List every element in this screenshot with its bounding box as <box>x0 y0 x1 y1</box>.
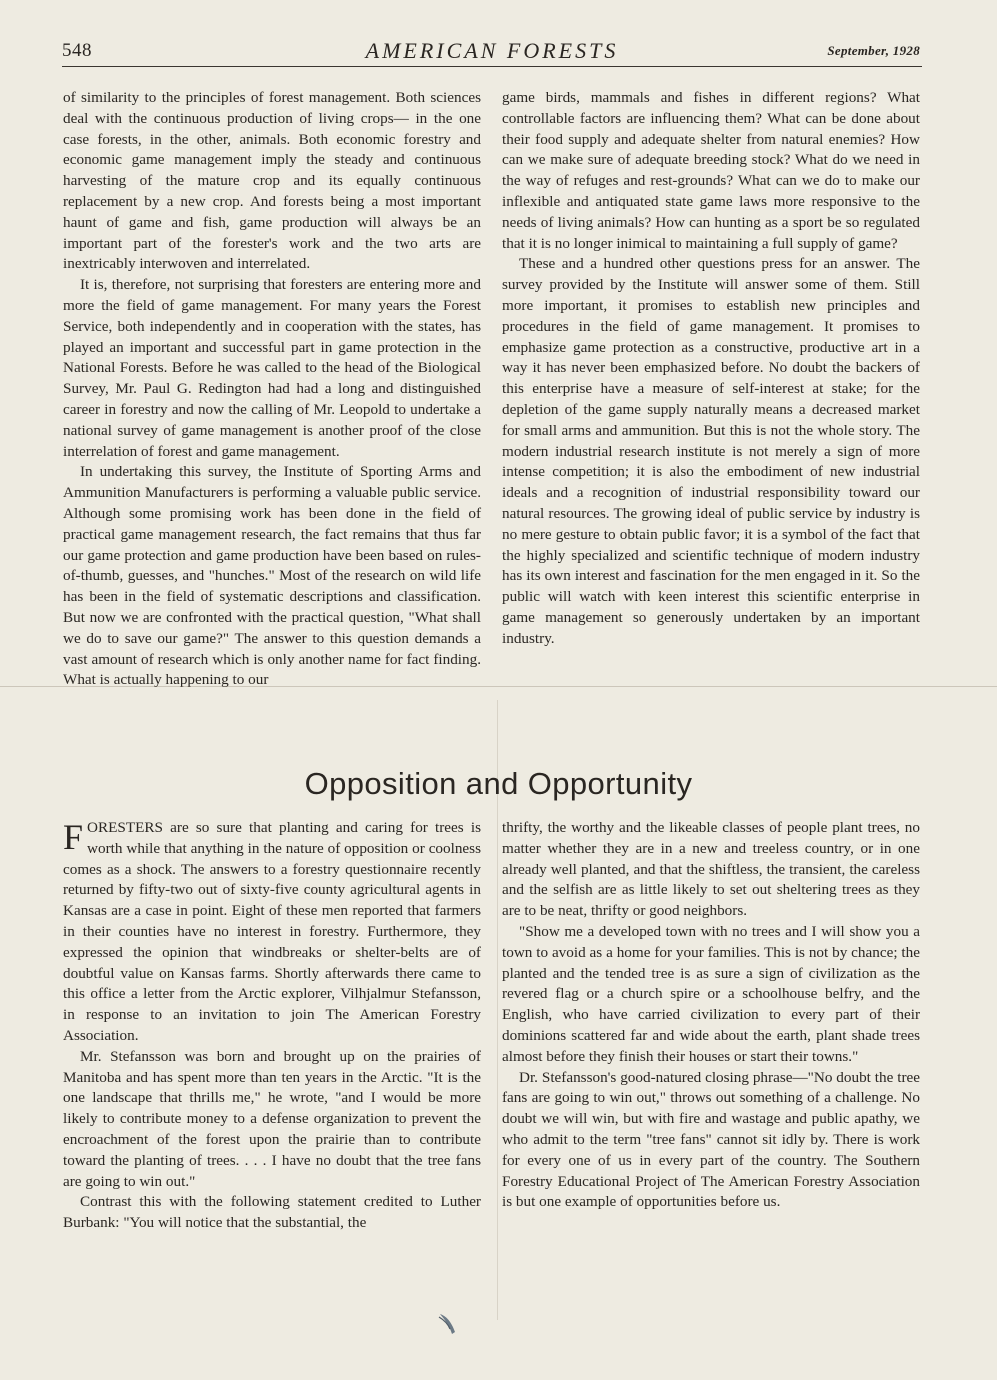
paragraph: game birds, mammals and fishes in different regions? What controllable factors are influencing them? What can be done about their food supply and adequate shelter from natural enemies? How can we make sure of adequate breeding stock? What do we need in the way of refuges and rest-grounds? What can we do to make our inflexible and antiquated state game laws more responsive to the needs of living animals? How can hunting as a sport be so regulated that it is no longer inimical to maintaining a full supply of game? <box>502 89 920 252</box>
paragraph: thrifty, the worthy and the likeable classes of people plant trees, no matter whether they are in a new and treeless country, or in one already well planted, and that the shiftless, the transient, the careless and the selfish are as little likely to set out sheltering trees as they are to be neat, thrifty or good neighbors. <box>502 819 920 920</box>
page-number: 548 <box>62 40 92 61</box>
article2-right-column <box>502 818 920 1213</box>
article1-left-column <box>63 88 481 691</box>
lead-paragraph <box>63 818 481 1047</box>
paragraph: of similarity to the principles of forest management. Both sciences deal with the continuous production of living crops— in the one case forests, in the other, animals. Both economic forestry and economic game management imply the steady and continuous harvesting of the mature crop and its equally continuous replacement by a new crop. And forests being a most important haunt of game and fish, game production will always be an important part of the forester's work and the two arts are inextricably interwoven and interrelated. <box>63 89 481 273</box>
paragraph: "Show me a developed town with no trees and I will show you a town to avoid as a home for your families. This is not by chance; the planted and the tended tree is as sure a sign of civilization as the revered flag or a church spire or a schoolhouse belfry, and the English, who have carried civilization to every part of their dominions scattered far and wide about the earth, plant shade trees almost before they finish their houses or start their towns." <box>502 922 920 1065</box>
article-title: Opposition and Opportunity <box>304 766 693 801</box>
masthead: AMERICAN FORESTS <box>365 38 619 63</box>
article2-left-column <box>63 818 481 1234</box>
paragraph: Dr. Stefansson's good-natured closing phrase—"No doubt the tree fans are going to win out," throws out something of a challenge. No doubt we will win, but with fire and wastage and public apathy, we who admit to the term "tree fans" cannot sit idly by. There is work for every one of us in every part of the country. The Southern Forestry Educational Project of The American Forestry Association is but one example of opportunities before us. <box>502 1068 920 1211</box>
paragraph: Contrast this with the following statement credited to Luther Burbank: "You will notice that the substantial, the <box>63 1193 481 1232</box>
paragraph: Mr. Stefansson was born and brought up on the prairies of Manitoba and has spent more than ten years in the Arctic. "It is the one landscape that thrills me," he wrote, "and I would be more likely to contribute money to a defense organization to prevent the encroachment of the forest upon the prairie than to contribute toward the planting of trees. . . . I have no doubt that the tree fans are going to win out." <box>63 1047 481 1190</box>
article1-right-column <box>502 88 920 650</box>
lead-paragraph-text: ORESTERS are so sure that planting and caring for trees is worth while that anything in the nature of opposition or coolness comes as a shock. The answers to a forestry questionnaire recently returned by fifty-two out of sixty-five county agricultural agents in Kansas are a case in point. Eight of these men reported that farmers in their counties have no interest in forestry. Furthermore, they expressed the opinion that windbreaks or shelter-belts are of doubtful value on Kansas farms. Shortly afterwards there came to this office a letter from the Arctic explorer, Vilhjalmur Stefansson, in response to an invitation to join The American Forestry Association. <box>63 819 481 1044</box>
paragraph: It is, therefore, not surprising that foresters are entering more and more the field of game management. For many years the Forest Service, both independently and in cooperation with the states, has played an important and successful part in game protection in the National Forests. Before he was called to the head of the Biological Survey, Mr. Paul G. Redington had had a long and distinguished career in forestry and now the calling of Mr. Leopold to undertake a national survey of game management is another proof of the close interrelation of forest and game management. <box>63 276 481 460</box>
page-header <box>62 38 922 67</box>
paragraph: In undertaking this survey, the Institute of Sporting Arms and Ammunition Manufacturers is performing a valuable public service. Although some promising work has been done in the field of practical game management research, the fact remains that thus far our game protection and game production have been based on rules-of-thumb, guesses, and "hunches." Most of the research on wild life has been in the field of systematic descriptions and classification. But now we are confronted with the practical question, "What shall we do to save our game?" The answer to this question demands a vast amount of research which is only another name for fact finding. What is actually happening to our <box>63 463 481 689</box>
drop-cap: F <box>63 817 84 857</box>
paper-fold-line <box>0 686 997 687</box>
paragraph: These and a hundred other questions press for an answer. The survey provided by the Institute will answer some of them. Still more important, it promises to establish new principles and procedures in the field of game management. It promises to emphasize game protection as a constructive, productive art in a way it has never been emphasized before. No doubt the backers of this enterprise have a measure of self-interest at stake; for the depletion of the game supply naturally means a decreased market for small arms and ammunition. But this is not the whole story. The modern industrial research institute is not merely a sign of more intense competition; it is also the embodiment of new industrial ideals and a recognition of industrial responsibility toward our natural resources. The growing ideal of public service by industry is no mere gesture to obtain public favor; it is a symbol of the fact that the highly specialized and scientific technique of modern industry has its own interest and fascination for the men engaged in it. So the public will watch with keen interest this scientific enterprise in game management so generously undertaken by an important industry. <box>502 255 920 647</box>
issue-date: September, 1928 <box>827 43 920 58</box>
leaf-ornament-icon <box>437 1312 459 1336</box>
